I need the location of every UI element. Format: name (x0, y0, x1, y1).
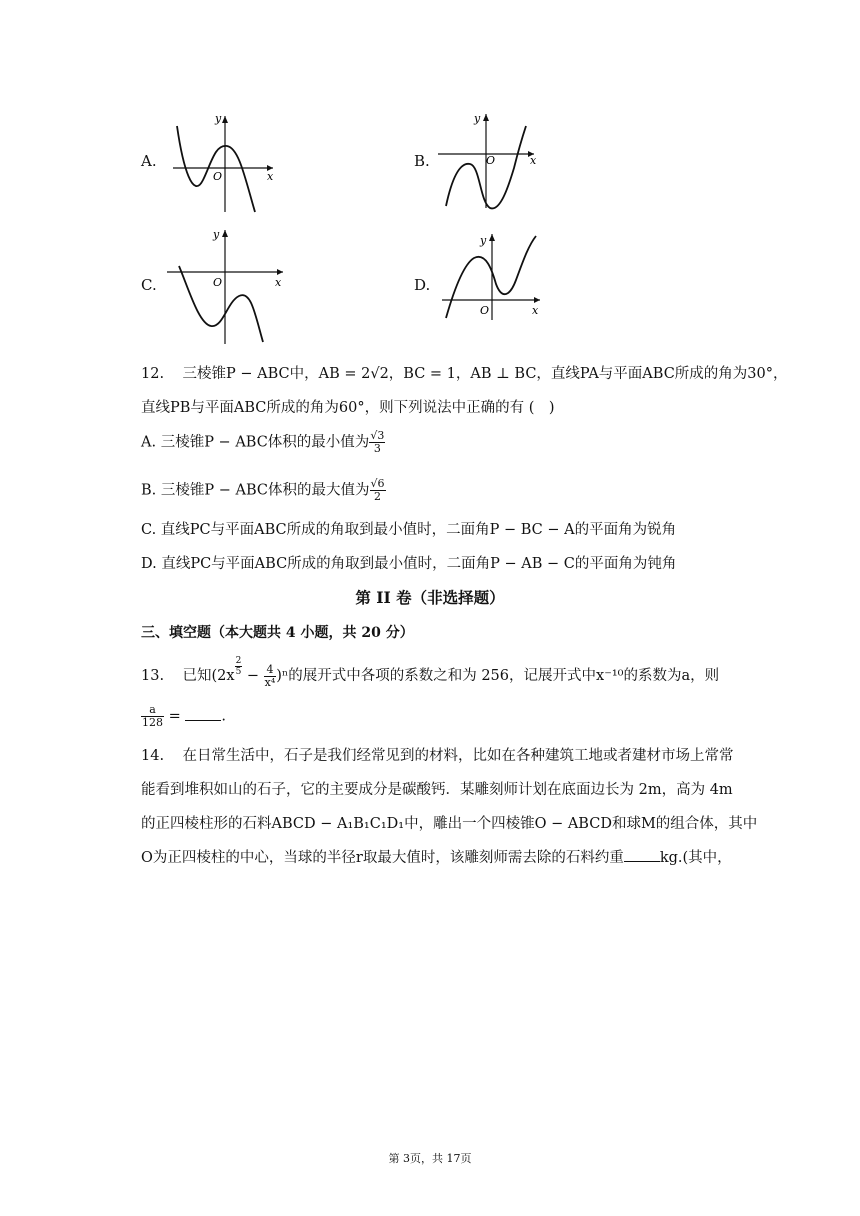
graph-c-origin-label: O (213, 276, 223, 289)
option-a-label: A. (141, 152, 157, 170)
q13-fraction-num: 4 (264, 664, 277, 677)
q14-text-line1: 在日常生活中，石子是我们经常见到的材料，比如在各种建筑工地或者建材市场上常常 (182, 748, 734, 764)
q13-number: 13. (141, 668, 165, 684)
q13-answer-fraction (141, 704, 164, 729)
q13-answer-num: a (141, 704, 164, 717)
q12-number: 12. (141, 366, 165, 382)
q12-option-d: D. 直线PC与平面ABC所成的角取到最小值时，二面角P − AB − C的平面角为钝角 (141, 556, 677, 572)
q13-pre: 已知(2x (182, 668, 235, 684)
q12-option-a-fraction (369, 430, 385, 455)
graph-c-x-label: x (275, 276, 282, 289)
q13-minus: − (242, 668, 264, 684)
q14-line4-pre: O为正四棱柱的中心，当球的半径r取最大值时，该雕刻师需去除的石料约重 (141, 850, 624, 866)
q12-option-a-denominator: 3 (373, 442, 381, 455)
q13-answer-den: 128 (142, 716, 163, 729)
q12-option-b-text: B. 三棱锥P − ABC体积的最大值为 (141, 482, 370, 499)
q12-line2: 直线PB与平面ABC所成的角为60°，则下列说法中正确的有 ( ) (141, 400, 555, 416)
q13-answer-equals: = (164, 708, 186, 725)
graph-c (165, 224, 290, 346)
graph-b-origin-label: O (486, 154, 496, 167)
graph-a-y-label: y (215, 112, 222, 125)
option-d-label: D. (414, 276, 431, 294)
graph-b-y-label: y (474, 112, 481, 125)
graph-a (165, 108, 285, 216)
q14-line3: 的正四棱柱形的石料ABCD − A₁B₁C₁D₁中，雕出一个四棱锥O − ABCD和球M的组合体，其中 (141, 816, 758, 832)
q13-answer-blank[interactable] (185, 708, 221, 721)
q14-answer-blank[interactable] (624, 849, 660, 862)
graph-d-x-label: x (532, 304, 539, 317)
graph-c-y-label: y (213, 228, 220, 241)
q13-fraction-den: x⁴ (264, 675, 276, 689)
q12-option-b-fraction (370, 478, 386, 503)
q13-line2 (141, 704, 226, 729)
graph-d (440, 230, 550, 322)
q12-option-c: C. 直线PC与平面ABC所成的角取到最小值时，二面角P − BC − A的平面角为锐角 (141, 522, 677, 538)
graph-b-x-label: x (530, 154, 537, 167)
q12-option-b-numerator: √6 (370, 477, 385, 490)
section-fill-blank-title: 三、填空题（本大题共 4 小题，共 20 分） (141, 625, 414, 641)
q12-option-a (141, 430, 385, 455)
q14-line4-post: kg.(其中， (659, 850, 732, 866)
q13-exponent-num: 2 (235, 656, 242, 666)
option-b-label: B. (414, 152, 430, 170)
graph-a-x-label: x (267, 170, 274, 183)
option-c-label: C. (141, 276, 157, 294)
section-ii-title: 第 II 卷（非选择题） (355, 588, 505, 607)
q12-text-line1: 三棱锥P − ABC中，AB = 2√2，BC = 1，AB ⊥ BC，直线PA与平面ABC所成的角为30°， (182, 366, 788, 382)
q12-option-a-numerator: √3 (370, 429, 385, 442)
graph-b (436, 108, 556, 212)
q14-line1 (141, 744, 734, 765)
q14-line2: 能看到堆积如山的石子，它的主要成分是碳酸钙．某雕刻师计划在底面边长为 2m，高为 4m (141, 782, 733, 798)
q12-line1 (141, 362, 788, 383)
q14-number: 14. (141, 748, 165, 764)
q12-option-b-denominator: 2 (374, 490, 381, 503)
q12-option-b (141, 478, 386, 503)
q13-fraction (264, 664, 277, 689)
q13-line1 (141, 656, 719, 689)
graph-d-origin-label: O (480, 304, 490, 317)
q13-exponent-den: 5 (235, 667, 242, 677)
graph-a-origin-label: O (213, 170, 223, 183)
q13-answer-end: . (221, 708, 226, 725)
graph-d-y-label: y (480, 234, 487, 247)
q14-line4 (141, 846, 732, 867)
q12-option-a-text: A. 三棱锥P − ABC体积的最小值为 (141, 434, 370, 451)
page-footer: 第 3页，共 17页 (388, 1152, 472, 1165)
q13-post: )ⁿ的展开式中各项的系数之和为 256，记展开式中x⁻¹⁰的系数为a，则 (276, 668, 720, 684)
